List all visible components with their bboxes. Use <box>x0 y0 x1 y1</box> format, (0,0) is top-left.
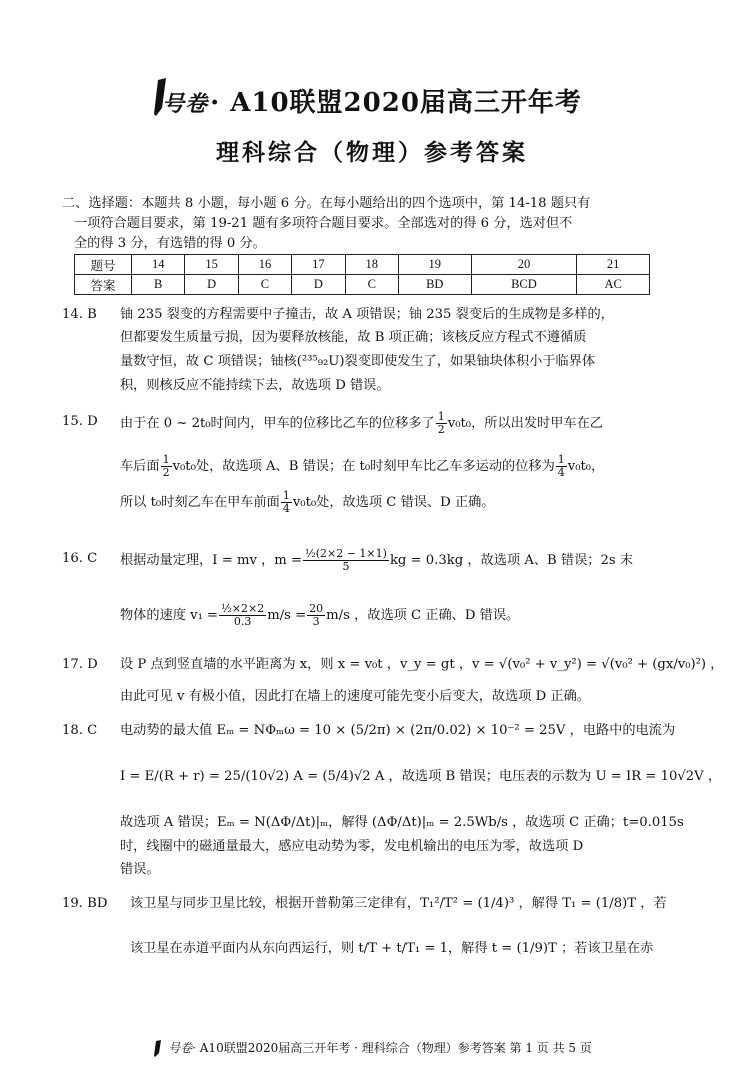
fraction: $\frac{\text{½×2×2}}{0.3}$ <box>221 602 265 628</box>
table-row <box>75 255 650 275</box>
brand-logo-icon <box>152 1040 164 1058</box>
q18-line-3: 故选项 A 错误；Eₘ = N(ΔΦ/Δt)|ₘ，解得 (ΔΦ/Δt)|ₘ = 2.5Wb/s ，故选项 C 正确；t=0.015s <box>120 815 684 830</box>
instruction-line-1: 二、选择题：本题共 8 小题，每小题 6 分。在每小题给出的四个选项中，第 14-18 题只有 <box>62 196 591 211</box>
fraction: $\frac{1}{2}$ <box>437 410 445 436</box>
fraction: $\frac{1}{4}$ <box>282 489 290 515</box>
q14-line-3: 量数守恒，故 C 项错误；铀核(²³⁵₉₂U)裂变即使发生了，如果铀块体积小于临界体 <box>120 354 596 369</box>
fraction: $\frac{1}{2}$ <box>162 453 170 479</box>
q15-line-3: 所以 t₀时刻乙车在甲车前面 $\frac{1}{4}$ v₀t₀处，故选项 C 错误、D 正确。 <box>120 489 495 515</box>
q18-line-1: 电动势的最大值 Eₘ = NΦₘω = 10 × (5/2π) × (2π/0.02) × 10⁻² = 25V ，电路中的电流为 <box>120 723 676 738</box>
table-header-cell: 题号 <box>75 255 132 275</box>
brand-name: 号卷 <box>162 91 209 117</box>
table-cell: 14 <box>132 255 185 275</box>
page-footer <box>0 1039 744 1058</box>
instruction-line-2: 一项符合题目要求，第 19-21 题有多项符合题目要求。全部选对的得 6 分，选对但不 <box>74 216 573 231</box>
fraction: $\frac{20}{3}$ <box>309 602 324 628</box>
answer-table <box>74 254 650 295</box>
page-title <box>0 82 744 119</box>
q19-line-1: 该卫星与同步卫星比较，根据开普勒第三定律有，T₁²/T² = (1/4)³ ，解得 T₁ = (1/8)T ，若 <box>130 896 667 911</box>
q15-line-2: 车后面 $\frac{1}{2}$ v₀t₀处，故选项 A、B 错误；在 t₀时刻甲车比乙车多运动的位移为 $\frac{1}{4}$ v₀t₀， <box>120 453 605 479</box>
q16-line-1: 根据动量定理，I = mv ，m = $\frac{\text{½(2×2 − 1×1)}}{5}$ kg = 0.3kg ，故选项 A、B 错误；2s 末 <box>120 547 634 573</box>
table-cell: 17 <box>292 255 345 275</box>
q14-line-4: 积，则核反应不能持续下去，故选项 D 错误。 <box>120 378 390 393</box>
fraction: $\frac{1}{4}$ <box>557 453 565 479</box>
q18-line-4: 时，线圈中的磁通量最大，感应电动势为零，发电机输出的电压为零，故选项 D <box>120 839 584 854</box>
table-cell: D <box>292 275 345 295</box>
table-cell: AC <box>577 275 650 295</box>
q17-label: 17. D <box>62 657 98 672</box>
q14-label: 14. B <box>62 307 97 322</box>
table-cell: 21 <box>577 255 650 275</box>
q14-line-2: 但都要发生质量亏损，因为要释放核能，故 B 项正确；该核反应方程式不遵循质 <box>120 330 587 345</box>
table-cell: 20 <box>471 255 577 275</box>
table-cell: B <box>132 275 185 295</box>
q19-label: 19. BD <box>62 896 108 911</box>
q17-line-2: 由此可见 v 有极小值，因此打在墙上的速度可能先变小后变大，故选项 D 正确。 <box>120 689 590 704</box>
table-cell: BCD <box>471 275 577 295</box>
q16-label: 16. C <box>62 551 98 566</box>
footer-brand: 号卷 <box>168 1041 193 1055</box>
page-subtitle: 理科综合（物理）参考答案 <box>216 139 528 166</box>
table-cell: 15 <box>185 255 238 275</box>
q17-line-1: 设 P 点到竖直墙的水平距离为 x，则 x = v₀t ，v_y = gt ，v = √(v₀² + v_y²) = √(v₀² + (gx/v₀)²) ， <box>120 657 724 672</box>
table-cell: C <box>238 275 291 295</box>
q19-line-2: 该卫星在赤道平面内从东向西运行，则 t/T + t/T₁ = 1，解得 t = (1/9)T ；若该卫星在赤 <box>130 941 654 956</box>
table-cell: BD <box>398 275 471 295</box>
table-cell: 18 <box>345 255 398 275</box>
q15-label: 15. D <box>62 414 98 429</box>
fraction: $\frac{\text{½(2×2 − 1×1)}}{5}$ <box>305 547 387 573</box>
table-row <box>75 275 650 295</box>
q18-label: 18. C <box>62 723 98 738</box>
table-header-cell: 答案 <box>75 275 132 295</box>
table-cell: C <box>345 275 398 295</box>
table-cell: 19 <box>398 255 471 275</box>
q16-line-2: 物体的速度 v₁ = $\frac{\text{½×2×2}}{0.3}$ m/s = $\frac{20}{3}$ m/s ，故选项 C 正确、D 错误。 <box>120 602 520 628</box>
title-text: · A10联盟2020届高三开年考 <box>210 88 582 118</box>
table-cell: D <box>185 275 238 295</box>
q14-line-1: 铀 235 裂变的方程需要中子撞击，故 A 项错误；铀 235 裂变后的生成物是多样的， <box>120 307 614 322</box>
q18-line-2: I = E/(R + r) = 25/(10√2) A = (5/4)√2 A ，故选项 B 错误；电压表的示数为 U = IR = 10√2V ， <box>120 769 722 784</box>
table-cell: 16 <box>238 255 291 275</box>
q15-line-1: 由于在 0 ~ 2t₀时间内，甲车的位移比乙车的位移多了 $\frac{1}{2}$ v₀t₀，所以出发时甲车在乙 <box>120 410 603 436</box>
instruction-line-3: 全的得 3 分，有选错的得 0 分。 <box>74 236 266 251</box>
q18-line-5: 错误。 <box>120 862 160 877</box>
footer-text: · A10联盟2020届高三开年考 · 理科综合（物理）参考答案 第 1 页 共 5 页 <box>192 1041 592 1055</box>
